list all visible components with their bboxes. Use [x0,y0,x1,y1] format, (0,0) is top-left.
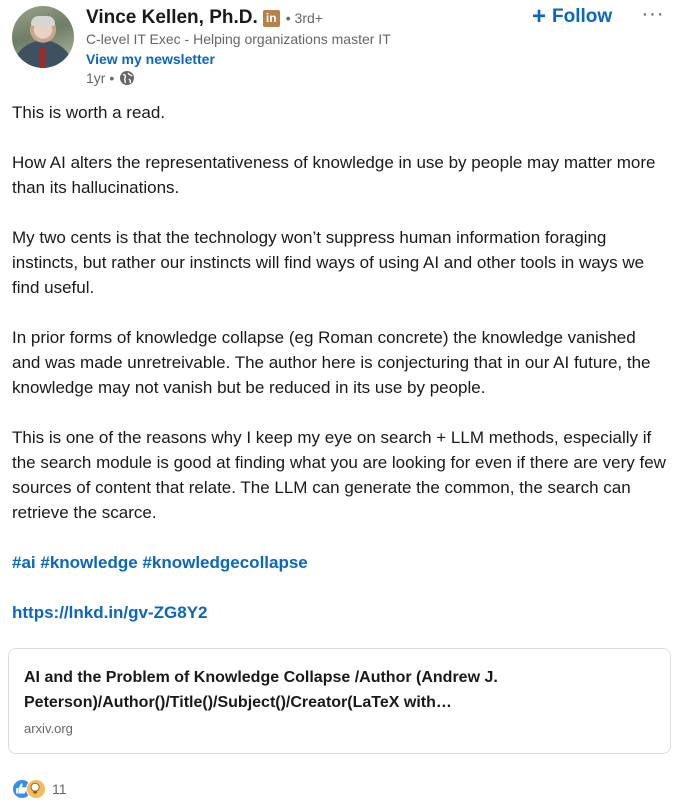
hashtag-knowledgecollapse[interactable]: #knowledgecollapse [142,553,308,572]
hashtags [12,550,667,575]
premium-badge-icon: in [263,10,280,27]
insightful-icon [26,779,46,799]
post-paragraph: This is worth a read. [12,103,166,122]
card-source: arxiv.org [24,721,73,736]
link-preview-card[interactable] [8,648,671,754]
author-name[interactable]: Vince Kellen, Ph.D. [86,7,258,28]
follow-button[interactable] [532,2,612,32]
hashtag-ai[interactable]: #ai [12,553,36,572]
more-options-button[interactable]: ··· [641,3,665,25]
post-paragraph: How AI alters the representativeness of knowledge in use by people may matter more than its hallucinations. [12,153,656,197]
reactions-summary[interactable] [12,778,67,800]
post-link[interactable]: https://lnkd.in/gv-ZG8Y2 [12,603,208,622]
post-paragraph: This is one of the reasons why I keep my eye on search + LLM methods, especially if the search module is good at finding what you are looking for even if there are very few sources of content that relate. The LLM can generate the common, the search can retrieve the scarce. [12,428,666,522]
follow-label: Follow [552,6,613,27]
author-avatar[interactable] [12,6,74,68]
author-headline: C-level IT Exec - Helping organizations master IT [86,31,391,47]
reaction-count: 11 [52,781,67,797]
hashtag-knowledge[interactable]: #knowledge [40,553,138,572]
post-body [12,100,667,650]
post-meta [86,70,135,86]
post-paragraph: My two cents is that the technology won’t suppress human information foraging instincts, but rather our instincts will find ways of using AI and other tools in ways we find useful. [12,228,645,297]
globe-icon [119,70,135,86]
card-title: AI and the Problem of Knowledge Collapse /Author (Andrew J. Peterson)/Author()/Title()/Subject()/Creator(LaTeX with [24,669,498,711]
view-newsletter-link[interactable]: View my newsletter [86,51,215,67]
connection-degree: • 3rd+ [285,10,323,26]
plus-icon: + [532,3,547,30]
post-header [12,4,672,90]
post-time: 1yr • [86,70,115,86]
author-name-row [86,6,323,30]
post-paragraph: In prior forms of knowledge collapse (eg Roman concrete) the knowledge vanished and was made unretreivable. The author here is conjecturing that in our AI future, the knowledge may not vanish but be reduced in its use by people. [12,328,651,397]
